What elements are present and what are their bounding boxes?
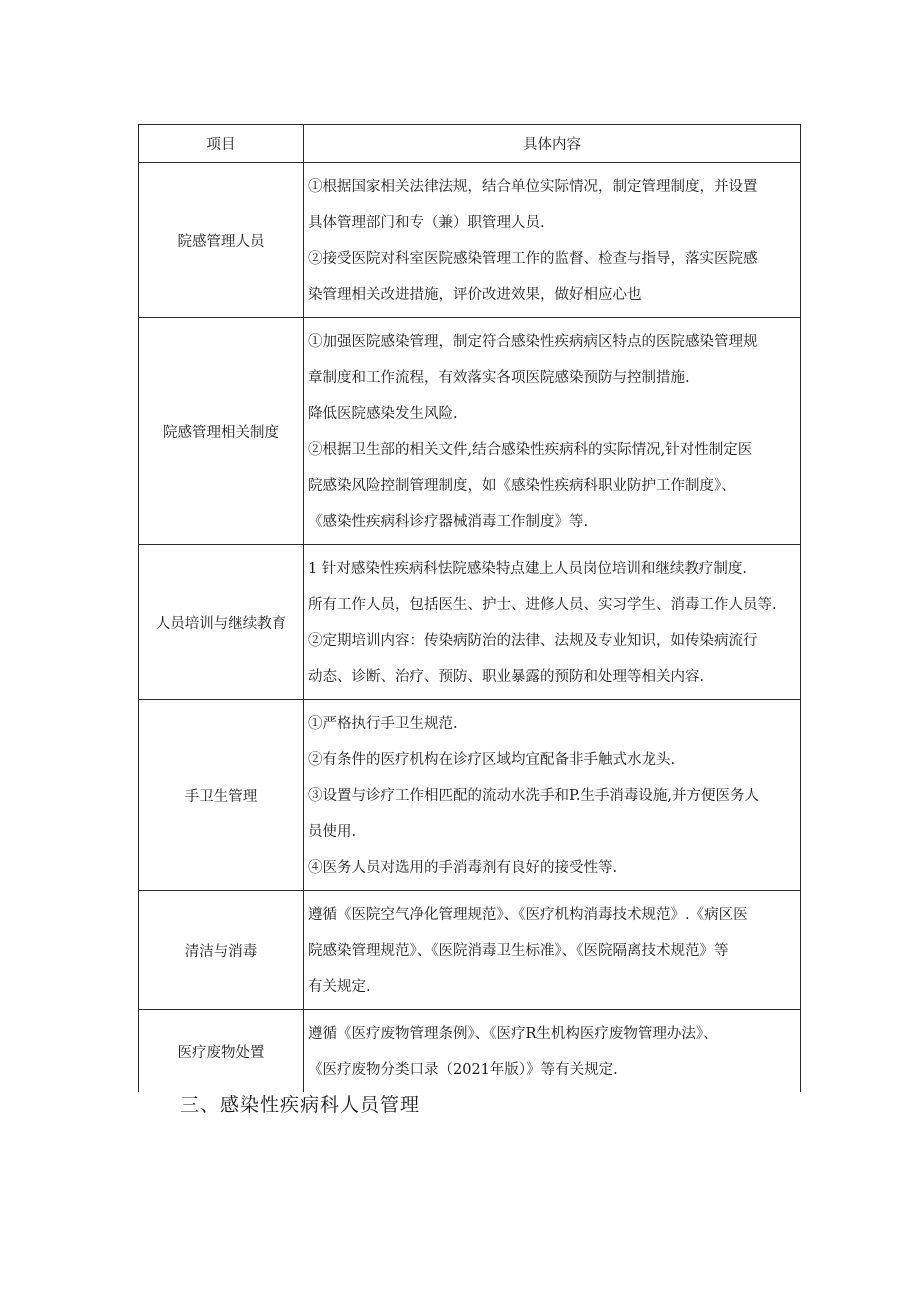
row-item-label: 清洁与消毒 — [139, 891, 304, 1010]
content-line: ②定期培训内容：传染病防治的法律、法规及专业知识，如传染病流行 — [308, 633, 758, 649]
content-line: 院感染风险控制管理制度，如《感染性疾病科职业防护工作制度》、 — [308, 478, 736, 494]
content-line: 染管理相关改进措施，评价改进效果，做好相应心也 — [308, 287, 642, 303]
content-line: 遵循《医疗废物管理条例》、《医疗R生机构医疗废物管理办法》、 — [308, 1026, 718, 1042]
row-content — [304, 318, 801, 545]
content-line: ①加强医院感染管理，制定符合感染性疾病病区特点的医院感染管理规 — [308, 334, 758, 350]
content-line: ④医务人员对选用的手消毒剂有良好的接受性等. — [308, 860, 618, 876]
content-line: 降低医院感染发生风险. — [308, 406, 458, 422]
content-line: 《感染性疾病科诊疗器械消毒工作制度》等. — [308, 514, 589, 530]
row-item-label: 手卫生管理 — [139, 700, 304, 891]
section-heading: 三、感染性疾病科人员管理 — [180, 1094, 421, 1116]
table-body — [139, 163, 801, 1093]
content-line: ①根据国家相关法律法规，结合单位实际情况，制定管理制度，并设置 — [308, 179, 758, 195]
content-line: 所有工作人员，包括医生、护士、进修人员、实习学生、消毒工作人员等. — [308, 597, 777, 613]
content-line: 院感染管理规范》、《医院消毒卫生标准》、《医院隔离技术规范》等 — [308, 943, 729, 959]
content-line: 有关规定. — [308, 979, 371, 995]
table-row — [139, 545, 801, 700]
table-row — [139, 700, 801, 891]
content-line: 遵循《医院空气净化管理规范》、《医疗机构消毒技术规范》.《病区医 — [308, 907, 748, 923]
row-content — [304, 700, 801, 891]
content-line: ②有条件的医疗机构在诊疗区域均宜配备非手触式水龙头. — [308, 752, 676, 768]
content-line: 章制度和工作流程，有效落实各项医院感染预防与控制措施. — [308, 370, 690, 386]
content-line: 动态、诊断、治疗、预防、职业暴露的预防和处理等相关内容. — [308, 669, 705, 685]
row-content — [304, 1010, 801, 1093]
table-row — [139, 163, 801, 318]
row-item-label: 医疗废物处置 — [139, 1010, 304, 1093]
content-line: 《医疗废物分类口录（2021年版）》等有关规定. — [308, 1062, 618, 1078]
row-content — [304, 891, 801, 1010]
table-header-row — [139, 125, 801, 163]
content-line: 1 针对感染性疾病科怯院感染特点建上人员岗位培训和继续教疗制度. — [308, 561, 747, 577]
row-item-label: 人员培训与继续教育 — [139, 545, 304, 700]
content-line: ②根据卫生部的相关文件,结合感染性疾病科的实际情况,针对性制定医 — [308, 442, 753, 458]
content-line: ②接受医院对科室医院感染管理工作的监督、检查与指导，落实医院感 — [308, 251, 758, 267]
table-row — [139, 318, 801, 545]
table-row — [139, 1010, 801, 1093]
row-item-label: 院感管理人员 — [139, 163, 304, 318]
row-content — [304, 545, 801, 700]
header-content: 具体内容 — [304, 125, 801, 163]
row-item-label: 院感管理相关制度 — [139, 318, 304, 545]
header-item: 项目 — [139, 125, 304, 163]
content-line: 具体管理部门和专（兼）职管理人员. — [308, 215, 545, 231]
content-line: 员使用. — [308, 824, 357, 840]
content-line: ③设置与诊疗工作相匹配的流动水洗手和P.生手消毒设施,并方便医务人 — [308, 788, 760, 804]
row-content — [304, 163, 801, 318]
content-line: ①严格执行手卫生规范. — [308, 716, 458, 732]
table-row — [139, 891, 801, 1010]
content-table — [138, 124, 801, 1092]
